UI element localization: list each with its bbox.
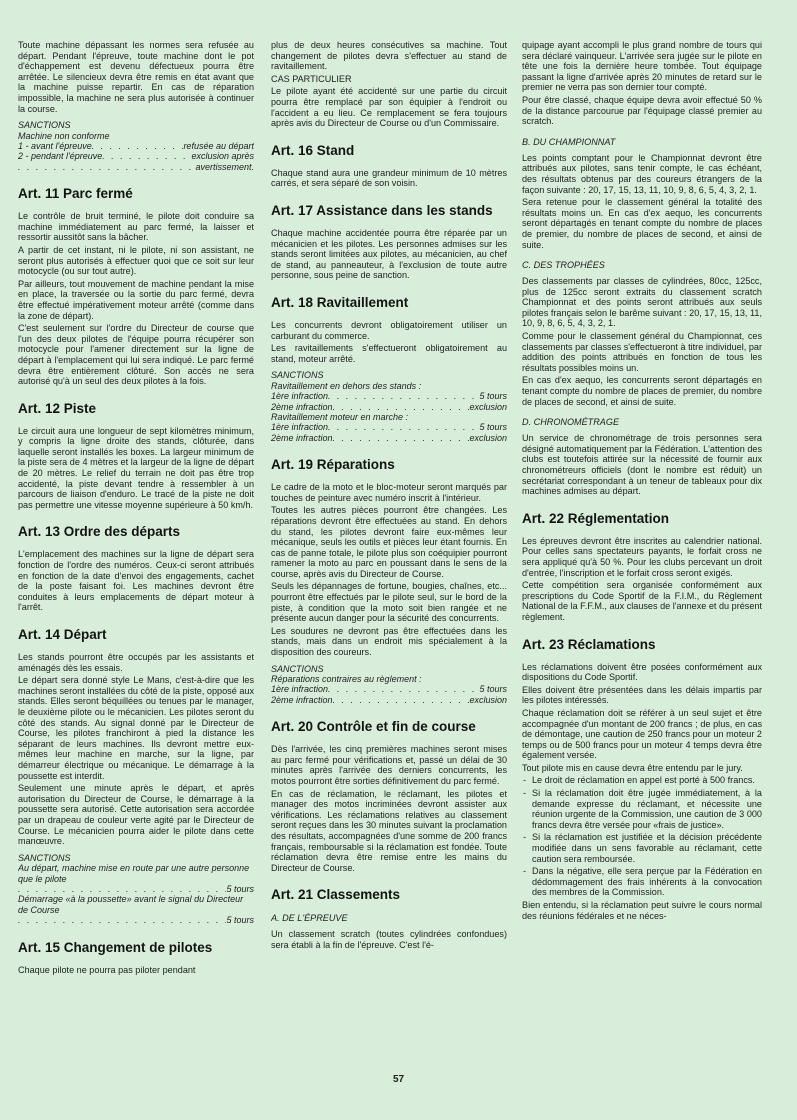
paragraph: plus de deux heures consécutives sa machine. Tout changement de pilotes devra s'effectuer au stand de ravitaillement. [271,40,507,72]
paragraph: Chaque pilote ne pourra pas piloter pendant [18,964,196,975]
sanction-label: 1 - avant l'épreuve [18,140,92,151]
sanction-label: 2ème infraction [271,694,333,705]
sanction-penalty: 5 tours [479,391,507,402]
column-1 [18,40,254,977]
article-title: Art. 21 Classements [271,887,401,903]
subheading: CAS PARTICULIER [271,73,352,84]
article-title: Art. 19 Réparations [271,457,395,473]
paragraph: Les réclamations doivent être posées conformément aux dispositions du Code Sportif. [522,661,762,683]
sanction-line [271,402,507,412]
article-title: Art. 23 Réclamations [522,636,656,652]
list-item: - Si la réclamation est justifiée et la décision précédente modifiée dans un sens favorable au réclamant, cette caution sera remboursée. [532,832,762,864]
sanction-penalty: exclusion après [191,151,254,162]
sanctions-subtitle: Ravitaillement moteur en marche : [271,411,409,422]
leader-dots [102,151,191,161]
sanctions-title: SANCTIONS [18,120,71,131]
article-title: Art. 20 Contrôle et fin de course [271,719,476,735]
sanction-line [18,151,254,161]
sanction-line [18,884,254,894]
paragraph: Les stands pourront être occupés par les assistants et aménagés dès les essais. [18,652,254,673]
leader-dots [18,915,226,925]
bullet-list [522,775,762,898]
sanctions-subtitle: Réparations contraires au règlement : [271,674,422,685]
paragraph: Les épreuves devront être inscrites au calendrier national. Pour celles sans spectateurs payants, le forfait cross ne sera appliqué qu'à 50 %. Pour les clubs percevant un droit d'entrée, l'inscription et le forfait cross seront exigés. [522,535,762,578]
paragraph: Sera retenue pour le classement général la totalité des résultats moins un. En cas d'ex aequo, les concurrents seront départagés en tenant compte du nombre de places de premier, du nombre de places de second, et ainsi de suite. [522,197,762,250]
section-subheading: D. CHRONOMÉTRAGE [522,417,620,428]
paragraph: Chaque réclamation doit se référer à un seul sujet et être accompagnée d'un montant de 200 francs ; de plus, en cas de démontage, une caution de 250 francs pour un moteur 2 temps ou de 500 francs pour un moteur 4 temps devra être également versée. [522,707,762,761]
sanction-penalty: 5 tours [479,684,507,695]
sanction-penalty: avertissement. [195,161,254,172]
sanction-text: Démarrage «à la poussette» avant le signal du Directeur de Course [18,894,244,915]
sanction-label: 2ème infraction [271,401,333,412]
paragraph: Toutes les autres pièces pourront être changées. Les réparations devront être effectuées au stand. En dehors du stand, les pilotes devront faire eux-mêmes leur mécanique, seuls les outils et pièces leur étant fournis. En cas de panne totale, le pilote plus son coéquipier pourront ramener la moto au parc en poussant dans le sens de la course, après avis du Directeur de Course. [271,505,507,579]
sanction-label: 1ère infraction [271,391,329,402]
sanction-penalty: 5 tours [479,422,507,433]
section-subheading: C. DES TROPHÉES [522,260,605,271]
paragraph: Elles doivent être présentées dans les délais impartis par les pilotes intéressés. [522,684,762,706]
leader-dots [18,884,226,894]
leader-dots [328,422,479,432]
sanction-penalty: exclusion [469,694,507,705]
sanctions-title: SANCTIONS [18,852,71,863]
paragraph: Le départ sera donné style Le Mans, c'est-à-dire que les machines seront installées du côté de la piste, opposé aux stands. Elles seront béquillées ou tenues par le manager, le deuxième pilote ou le mécanicien. Les pilotes seront du côté des stands. Au signal donné par le Directeur de Course, les pilotes franchiront à pied la distance les séparant de leurs machines. Ils devront mettre eux-mêmes leur machine en marche, sur la ligne, par démarreur électrique ou mécanique. Le démarrage à la poussette est interdit. [18,675,254,781]
sanction-line [18,915,254,925]
paragraph: Chaque machine accidentée pourra être réparée par un mécanicien et les pilotes. Les personnes admises sur les stands seront limitées aux pilotes, au mécanicien, au chef de stand, au panneauteur, à l'exclusion de toute autre personne, sous peine de sanction. [271,227,507,281]
leader-dots [92,141,184,151]
sanction-label [18,894,254,915]
page-number: 57 [392,1074,405,1085]
article-title: Art. 12 Piste [18,400,97,416]
sanctions-block [271,664,507,706]
sanction-line [18,162,254,172]
leader-dots [333,433,470,443]
sanctions-subtitle: Machine non conforme [18,130,110,141]
list-item: - Dans la négative, elle sera perçue par la Fédération en dédommagement des frais inhérents à la convocation des membres de la Commission. [532,866,762,898]
leader-dots [333,402,470,412]
paragraph: Un classement scratch (toutes cylindrées confondues) sera établi à la fin de l'épreuve. C'est l'é- [271,929,507,950]
sanction-penalty: refusée au départ [183,140,254,151]
leader-dots [328,684,479,694]
sanction-label [18,863,254,884]
article-title: Art. 11 Parc fermé [18,186,133,202]
paragraph: Le circuit aura une longueur de sept kilomètres minimum, y compris la ligne droite des stands, clôturée, dans laquelle seront installés les boxes. La largeur minimum de la piste sera de 4 mètres et la largeur de la ligne de départ de 20 mètres. Le relief du terrain ne doit pas être trop accidenté, la piste devant tendre à ressembler à un parcours de liaison d'enduro. Le tracé de la piste ne doit pas permettre une vitesse moyenne supérieure à 50 km/h. [18,425,254,510]
list-item: - Le droit de réclamation en appel est porté à 500 francs. [532,775,762,786]
column-3 [522,40,762,923]
sanction-penalty: exclusion [469,432,507,443]
paragraph: Les ravitaillements s'effectueront obligatoirement au stand, moteur arrêté. [271,343,507,364]
paragraph: Le contrôle de bruit terminé, le pilote doit conduire sa machine immédiatement au parc fermé, la laisser et ressortir aussitôt sans la bâcher. [18,211,254,243]
paragraph: Les concurrents devront obligatoirement utiliser un carburant du commerce. [271,319,507,341]
paragraph: En cas d'ex aequo, les concurrents seront départagés en tenant compte du nombre de places de premier, du nombre de places de second, et ainsi de suite. [522,375,762,407]
sanction-label: 1ère infraction [271,684,329,695]
paragraph: Cette compétition sera organisée conformément aux prescriptions du Code Sportif de la F.I.M., du Règlement National de la F.F.M., aux clauses de l'annexe et du présent règlement. [522,580,762,622]
article-title: Art. 14 Départ [18,627,107,642]
leader-dots [18,162,195,172]
paragraph: Dès l'arrivée, les cinq premières machines seront mises au parc fermé pour vérifications et, passé un délai de 30 minutes après l'arrivée des derniers concurrents, les motos pourront être sorties définitivement du parc fermé. [271,744,507,787]
paragraph: Toute machine dépassant les normes sera refusée au départ. Pendant l'épreuve, toute machine dont le pot d'échappement est devenu défectueux pourra être arrêtée. Le silencieux devra être remis en état avant que la machine puisse repartir. En cas de réparation impossible, la machine ne sera plus autorisée à continuer la course. [18,40,254,114]
paragraph: En cas de réclamation, le réclamant, les pilotes et manager des motos incriminées devront assister aux vérifications. Les réclamations relatives au classement seront reçues dans les 30 minutes suivant la proclamation des résultats, accompagnées d'une somme de 200 francs français, remboursable si la réclamation est fondée. Toute réclamation devra être remise entre les mains du Directeur de Course. [271,788,507,873]
paragraph: Le cadre de la moto et le bloc-moteur seront marqués par touches de peinture avec numéro inscrit à l'intérieur. [271,482,507,503]
paragraph: Seuls les dépannages de fortune, bougies, chaînes, etc... pourront être effectués par le pilote seul, sur le bord de la piste, à condition que la moto soit bien rangée et ne présente aucun danger pour la sécurité des concurrents. [271,581,507,624]
sanctions-block [18,853,254,926]
paragraph: Les soudures ne devront pas être effectuées dans les stands, mais dans un endroit mis spécialement à la disposition des coureurs. [271,625,507,658]
sanction-penalty: 5 tours [226,915,254,926]
column-2 [271,40,507,953]
paragraph: Des classements par classes de cylindrées, 80cc, 125cc, plus de 125cc seront extraits du classement scratch Championnat et des points seront attribués aux seuls pilotes français selon le barême suivant : 20, 17, 15, 13, 11, 10, 9, 8, 6, 5, 4, 3, 2, 1. [522,276,762,329]
paragraph: Un service de chronométrage de trois personnes sera désigné automatiquement par la Fédération. L'attention des clubs est toutefois attirée sur la nécessité de fournir aux chronométreurs officiels (dont le nombre est réduit) un secrétariat correspondant à un teneur de tableaux pour dix machines admises au départ. [522,433,762,497]
sanction-line [271,391,507,401]
sanctions-block [271,370,507,443]
paragraph: Comme pour le classement général du Championnat, ces classements par classes s'effectueront à titre individuel, par addition des points attribués en fonction de tous les résultats possibles moins un. [522,331,762,373]
sanction-label: 1ère infraction [271,422,329,433]
paragraph: Le pilote ayant été accidenté sur une partie du circuit pourra être remplacé par son équipier à l'endroit ou l'accident a eu lieu. Ce remplacement se fera toujours après avis du Directeur de Course ou d'un Commissaire. [271,86,507,129]
paragraph: A partir de cet instant, ni le pilote, ni son assistant, ne seront plus autorisés à effectuer quoi que ce soit sur leur motocycle (ou sur tout autre). [18,244,254,277]
sanction-line [271,433,507,443]
article-title: Art. 17 Assistance dans les stands [271,202,493,218]
sanctions-subtitle: Ravitaillement en dehors des stands : [271,380,422,391]
sanction-line [271,422,507,432]
paragraph: Les points comptant pour le Championnat devront être attribués aux pilotes, sans tenir compte, le cas échéant, des résultats obtenus par des coureurs étrangers de la façon suivante : 20, 17, 15, 13, 11, 10, 9, 8, 6, 5, 4, 3, 2, 1. [522,152,762,195]
leader-dots [333,695,470,705]
sanction-text: Au départ, machine mise en route par une autre personne que le pilote [18,863,250,884]
article-title: Art. 13 Ordre des départs [18,524,181,540]
list-item: - Si la réclamation doit être jugée immédiatement, à la demande expresse du réclamant, et nécessite une réunion urgente de la Commission, une caution de 3 000 francs devra être versée pour «frais de justice». [532,788,762,830]
article-title: Art. 15 Changement de pilotes [18,939,213,955]
sanction-label: 2 - pendant l'épreuve [18,151,103,162]
paragraph: Pour être classé, chaque équipe devra avoir effectué 50 % de la distance parcourue par l'équipage classé premier au scratch. [522,94,762,127]
sanctions-title: SANCTIONS [271,370,324,381]
sanctions-block [18,120,254,172]
sanction-penalty: 5 tours [226,883,254,894]
sanction-line [271,695,507,705]
sanction-line [271,684,507,694]
paragraph: C'est seulement sur l'ordre du Directeur de course que l'un des deux pilotes de l'équipe pourra récupérer son motocycle pour l'amener directement sur la ligne de départ à l'emplacement qui lui sera indiqué. Le parc fermé devra être entièrement clôturé. Son accès ne sera autorisé qu'à un seul des deux pilotes à la fois. [18,323,254,387]
article-title: Art. 22 Réglementation [522,510,670,526]
paragraph: Chaque stand aura une grandeur minimum de 10 mètres carrés, et sera séparé de son voisin. [271,167,507,189]
paragraph: Par ailleurs, tout mouvement de machine pendant la mise en place, la traversée ou la sortie du parc fermé, devra être effectué impérativement moteur arrêté (comme dans la zone de départ). [18,278,254,321]
paragraph: Tout pilote mis en cause devra être entendu par le jury. [522,762,743,773]
section-subheading: B. DU CHAMPIONNAT [522,136,616,147]
paragraph: Seulement une minute après le départ, et après autorisation du Directeur de Course, le démarrage à la poussette sera autorisé. Cette autorisation sera accordée par un drapeau de couleur verte agité par le Directeur de Course. Le mécanicien pourra aider le pilote dans cette manœuvre. [18,783,254,847]
article-title: Art. 16 Stand [271,142,355,158]
paragraph: quipage ayant accompli le plus grand nombre de tours qui sera déclaré vainqueur. L'arrivée sera jugée sur le pilote en tête une fois la dernière heure tombée. Tout équipage passant la ligne d'arrivée après 20 minutes de retard sur le premier ne verra pas son dernier tour compté. [522,40,762,93]
sanction-line [18,141,254,151]
article-title: Art. 18 Ravitaillement [271,294,409,310]
sanction-penalty: exclusion [469,401,507,412]
leader-dots [328,391,479,401]
sanctions-title: SANCTIONS [271,663,324,674]
sanction-label: 2ème infraction [271,432,333,443]
section-subheading: A. DE L'ÉPREUVE [271,913,348,924]
paragraph: L'emplacement des machines sur la ligne de départ sera fonction de l'ordre des numéros. Ceux-ci seront attribués en fonction de la date d'envoi des engagements, cachet de la poste faisant foi. Les machines devront être conduites à leurs emplacements de départ moteur à l'arrêt. [18,549,254,613]
paragraph: Bien entendu, si la réclamation peut suivre le cours normal des réunions fédérales et ne néces- [522,900,762,921]
